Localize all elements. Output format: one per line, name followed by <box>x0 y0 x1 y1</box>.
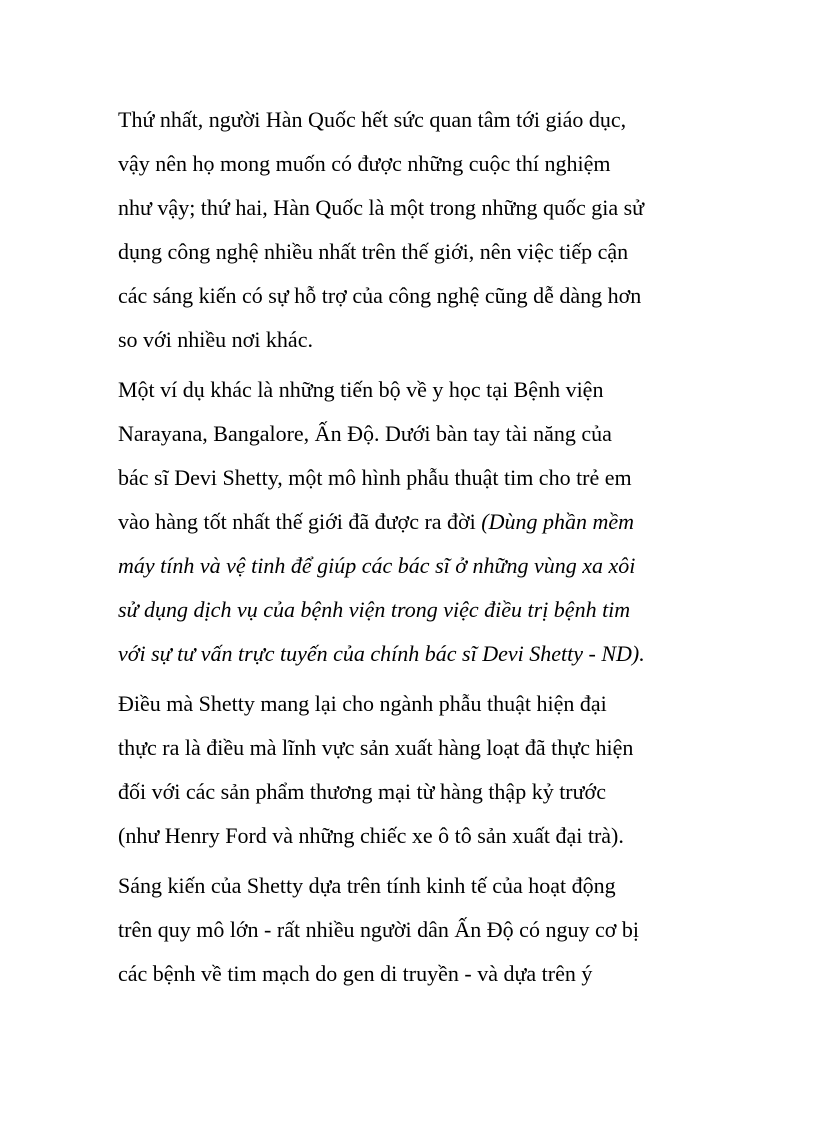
text-line <box>118 500 718 544</box>
text-line: thực ra là điều mà lĩnh vực sản xuất hàng loạt đã thực hiện <box>118 735 634 760</box>
text-line: bác sĩ Devi Shetty, một mô hình phẫu thuật tim cho trẻ em <box>118 465 632 490</box>
text-line: như vậy; thứ hai, Hàn Quốc là một trong những quốc gia sử <box>118 195 645 220</box>
body-text <box>118 98 718 996</box>
text-line: Điều mà Shetty mang lại cho ngành phẫu thuật hiện đại <box>118 691 607 716</box>
text-line <box>118 632 718 676</box>
text-line: (như Henry Ford và những chiếc xe ô tô sản xuất đại trà). <box>118 823 624 848</box>
italic-note: sử dụng dịch vụ của bệnh viện trong việc điều trị bệnh tim <box>118 597 631 622</box>
text-line: các bệnh về tim mạch do gen di truyền - và dựa trên ý <box>118 961 593 986</box>
text-line: trên quy mô lớn - rất nhiều người dân Ấn Độ có nguy cơ bị <box>118 917 639 942</box>
text-segment: vào hàng tốt nhất thế giới đã được ra đời <box>118 509 482 534</box>
italic-note: máy tính và vệ tinh để giúp các bác sĩ ở những vùng xa xôi <box>118 553 636 578</box>
text-line: so với nhiều nơi khác. <box>118 327 313 352</box>
italic-note: (Dùng phần mềm <box>481 509 635 534</box>
text-line: Narayana, Bangalore, Ấn Độ. Dưới bàn tay tài năng của <box>118 421 612 446</box>
text-line: vậy nên họ mong muốn có được những cuộc thí nghiệm <box>118 151 611 176</box>
italic-note: với sự tư vấn trực tuyến của chính bác sĩ Devi Shetty - ND). <box>118 641 645 666</box>
paragraph <box>118 368 718 676</box>
paragraph <box>118 864 718 996</box>
text-line: dụng công nghệ nhiều nhất trên thế giới, nên việc tiếp cận <box>118 239 629 264</box>
text-line: Một ví dụ khác là những tiến bộ về y học tại Bệnh viện <box>118 377 604 402</box>
text-line: Thứ nhất, người Hàn Quốc hết sức quan tâm tới giáo dục, <box>118 107 627 132</box>
paragraph <box>118 682 718 858</box>
text-line <box>118 544 718 588</box>
text-line: Sáng kiến của Shetty dựa trên tính kinh tế của hoạt động <box>118 873 616 898</box>
text-line <box>118 588 718 632</box>
paragraph <box>118 98 718 362</box>
text-line: đối với các sản phẩm thương mại từ hàng thập kỷ trước <box>118 779 606 804</box>
text-line: các sáng kiến có sự hỗ trợ của công nghệ cũng dễ dàng hơn <box>118 283 642 308</box>
